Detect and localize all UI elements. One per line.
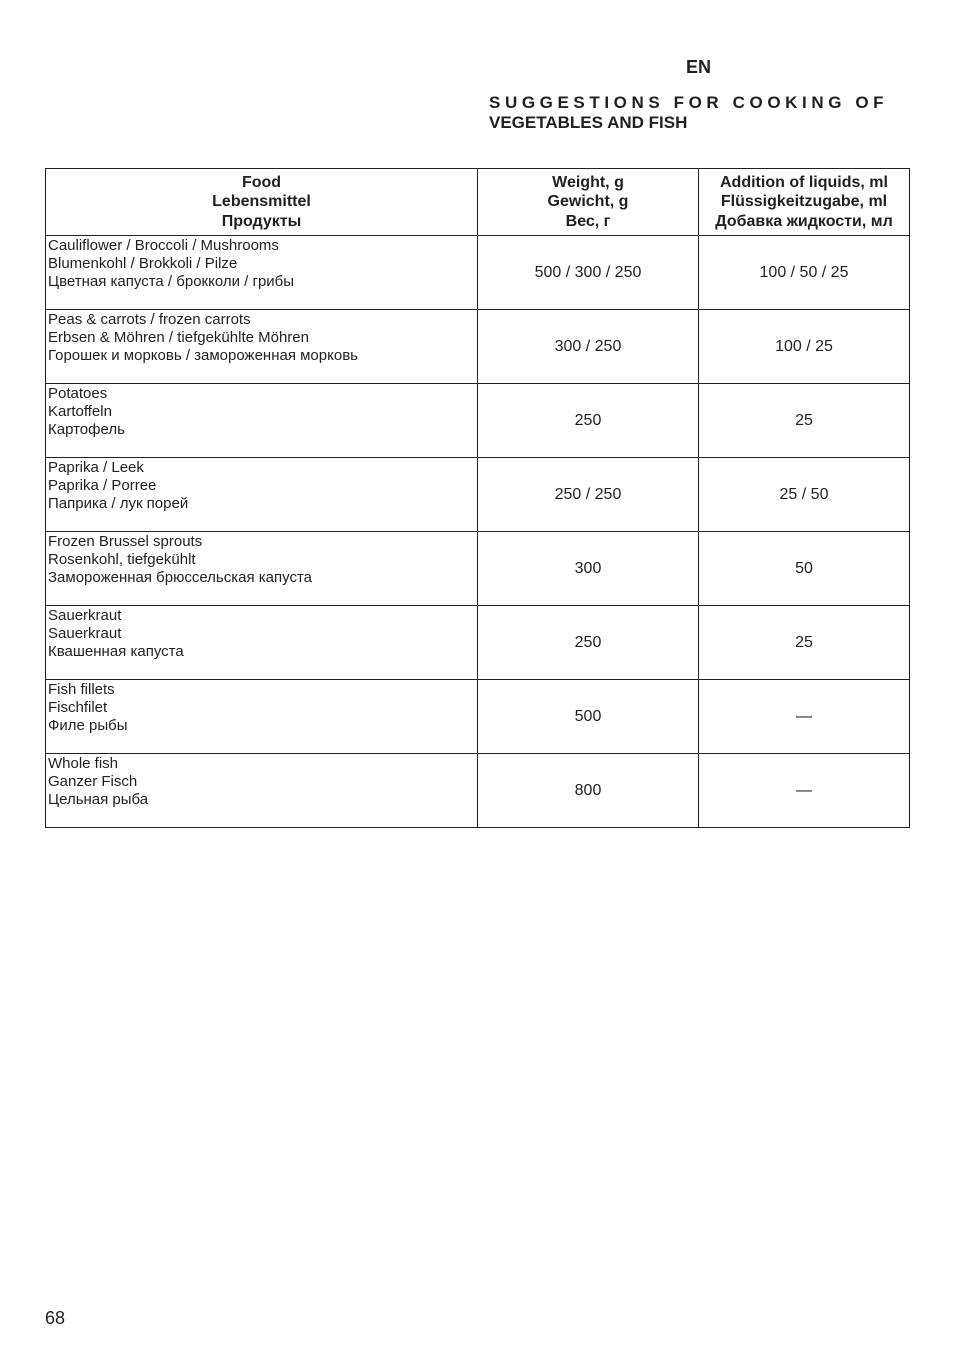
header-label: Добавка жидкости, мл [715,212,893,230]
food-name-de: Ganzer Fisch [48,773,138,790]
food-name-de: Fischfilet [48,699,108,716]
liquid-cell: 25 [699,606,910,680]
header-label: Flüssigkeitzugabe, ml [720,193,888,211]
weight-cell: 250 / 250 [478,458,699,532]
header-label: Addition of liquids, ml [720,173,888,191]
liquid-cell: 100 / 50 / 25 [699,236,910,310]
table-row [46,310,910,384]
page-title-line-2: VEGETABLES AND FISH [489,113,688,132]
table-row [46,680,910,754]
weight-cell: 250 [478,384,699,458]
food-name-de: Paprika / Porree [48,477,157,494]
header-label: Вес, г [565,212,611,230]
food-name-en: Potatoes [48,385,108,402]
food-cell [46,532,478,606]
liquid-cell: 100 / 25 [699,310,910,384]
food-name-ru: Квашенная капуста [48,643,184,660]
food-name-en: Whole fish [48,755,119,772]
food-cell [46,458,478,532]
page-title-line-1: SUGGESTIONS FOR COOKING OF [489,93,889,112]
weight-cell: 300 / 250 [478,310,699,384]
food-name-de: Rosenkohl, tiefgekühlt [48,551,196,568]
header-label: Продукты [221,212,302,230]
food-name-ru: Картофель [48,421,125,438]
page-title [489,93,910,133]
weight-cell: 500 [478,680,699,754]
table-row [46,384,910,458]
header-label: Weight, g [552,173,624,191]
food-name-de: Blumenkohl / Brokkoli / Pilze [48,255,238,272]
table-row [46,606,910,680]
food-name-ru: Паприка / лук порей [48,495,189,512]
liquid-cell: — [699,754,910,828]
food-name-ru: Цельная рыба [48,791,149,808]
weight-cell: 300 [478,532,699,606]
food-name-ru: Замороженная брюссельская капуста [48,569,313,586]
cooking-table [45,168,910,828]
food-name-de: Sauerkraut [48,625,122,642]
food-name-en: Peas & carrots / frozen carrots [48,311,251,328]
food-name-de: Erbsen & Möhren / tiefgekühlte Möhren [48,329,309,346]
header-label: Lebensmittel [212,193,311,211]
food-cell [46,236,478,310]
table-header-row [46,169,910,236]
table-row [46,458,910,532]
food-name-ru: Горошек и морковь / замороженная морковь [48,347,358,364]
liquid-cell: 50 [699,532,910,606]
header-label: Food [241,173,282,191]
liquid-cell: 25 [699,384,910,458]
liquid-cell: — [699,680,910,754]
header-label: Gewicht, g [547,193,629,211]
weight-cell: 800 [478,754,699,828]
food-name-en: Paprika / Leek [48,459,144,476]
table-row [46,532,910,606]
food-cell [46,310,478,384]
language-code: EN [686,57,712,77]
column-header-liquids [699,169,910,236]
food-name-de: Kartoffeln [48,403,112,420]
food-name-en: Sauerkraut [48,607,122,624]
table-row [46,754,910,828]
liquid-cell: 25 / 50 [699,458,910,532]
food-cell [46,680,478,754]
food-name-en: Cauliflower / Broccoli / Mushrooms [48,237,279,254]
weight-cell: 250 [478,606,699,680]
column-header-weight [478,169,699,236]
food-name-en: Frozen Brussel sprouts [48,533,203,550]
food-cell [46,384,478,458]
column-header-food [46,169,478,236]
food-name-ru: Цветная капуста / брокколи / грибы [48,273,295,290]
page-number: 68 [45,1308,66,1328]
food-name-en: Fish fillets [48,681,115,698]
food-cell [46,754,478,828]
food-name-ru: Филе рыбы [48,717,128,734]
weight-cell: 500 / 300 / 250 [478,236,699,310]
table-row [46,236,910,310]
food-cell [46,606,478,680]
